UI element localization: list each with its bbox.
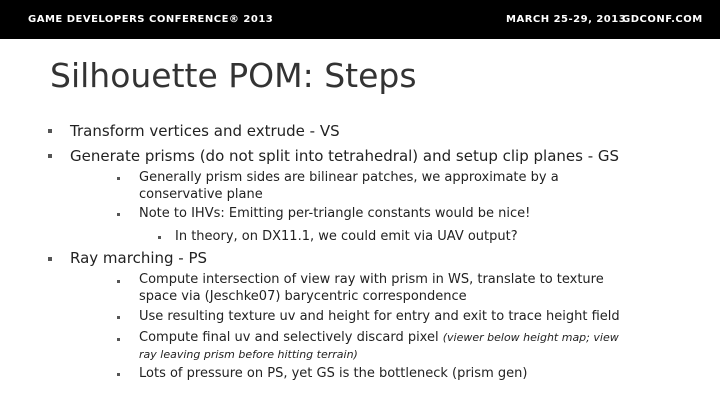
bullet-2: Generate prisms (do not split into tetrahedral) and setup clip planes - GS xyxy=(70,147,620,165)
bullet-marker-icon xyxy=(48,257,52,261)
conference-website[interactable]: GDCONF.COM xyxy=(622,14,703,25)
bullet-3-1-continued: space via (Jeschke07) barycentric correspondence xyxy=(139,289,467,304)
bullet-marker-icon xyxy=(117,338,120,341)
bullet-marker-icon xyxy=(117,373,120,376)
bullet-2-1: Generally prism sides are bilinear patches, we approximate by a xyxy=(139,170,559,185)
conference-name: GAME DEVELOPERS CONFERENCE® 2013 xyxy=(28,14,274,25)
bullet-marker-icon xyxy=(48,154,52,158)
conference-dates: MARCH 25-29, 2013 xyxy=(506,14,627,25)
bullet-marker-icon xyxy=(117,280,120,283)
bullet-3-2: Use resulting texture uv and height for entry and exit to trace height field xyxy=(139,309,620,324)
bullet-3-3 xyxy=(139,330,619,346)
bullet-3-4: Lots of pressure on PS, yet GS is the bottleneck (prism gen) xyxy=(139,366,528,381)
bullet-marker-icon xyxy=(117,316,120,319)
bullet-3: Ray marching - PS xyxy=(70,249,208,267)
bullet-3-3-text: Compute final uv and selectively discard pixel xyxy=(139,330,439,345)
bullet-3-3-note: (viewer below height map; view xyxy=(442,331,619,344)
bullet-2-2: Note to IHVs: Emitting per-triangle constants would be nice! xyxy=(139,206,531,221)
header-bar xyxy=(0,0,720,39)
bullet-3-3-note-continued: ray leaving prism before hitting terrain) xyxy=(139,348,358,361)
bullet-marker-icon xyxy=(48,129,52,133)
bullet-marker-icon xyxy=(117,213,120,216)
bullet-2-1-continued: conservative plane xyxy=(139,187,263,202)
bullet-3-1: Compute intersection of view ray with prism in WS, translate to texture xyxy=(139,272,604,287)
bullet-1: Transform vertices and extrude - VS xyxy=(70,122,340,140)
bullet-marker-icon xyxy=(158,236,161,239)
slide-title: Silhouette POM: Steps xyxy=(50,56,417,95)
bullet-2-2-1: In theory, on DX11.1, we could emit via UAV output? xyxy=(175,229,518,244)
bullet-marker-icon xyxy=(117,177,120,180)
